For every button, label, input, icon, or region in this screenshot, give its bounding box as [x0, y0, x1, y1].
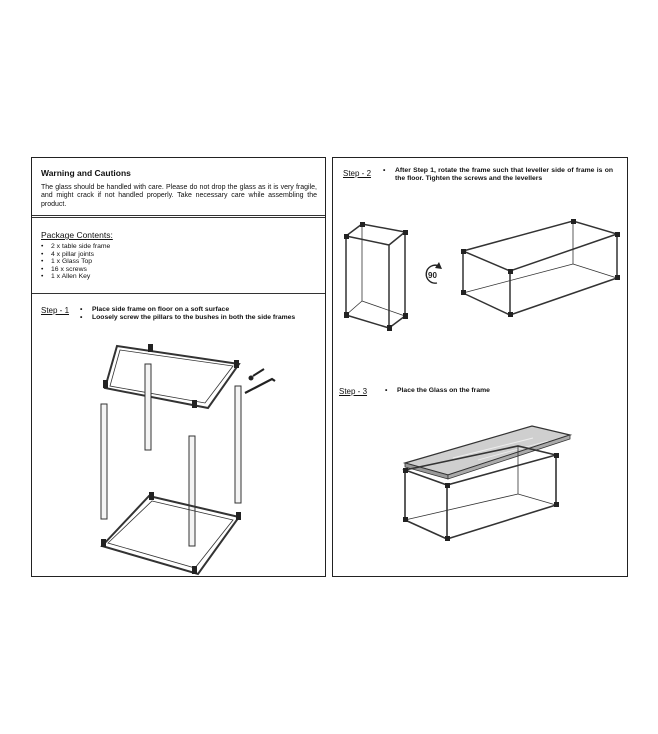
step1-section	[32, 296, 325, 576]
package-section	[32, 228, 325, 294]
pillar	[101, 404, 107, 519]
step1-instruction: • Place side frame on floor on a soft surface	[80, 306, 310, 314]
step1-instruction: • Loosely screw the pillars to the bushes in both the side frames	[80, 314, 310, 322]
top-side-frame	[105, 346, 239, 408]
step3-label: Step - 3	[339, 387, 368, 396]
step3-instruction: • Place the Glass on the frame	[385, 387, 605, 395]
left-panel	[31, 157, 326, 577]
package-item: • 2 x table side frame	[41, 243, 110, 251]
package-title: Package Contents:	[41, 230, 113, 240]
bottom-side-frame	[102, 496, 239, 574]
step2-instruction: • After Step 1, rotate the frame such that leveller side of frame is on the floor. Tighten the screws and the levellers	[383, 167, 613, 183]
step1-exploded-frame-illustration	[32, 296, 327, 576]
package-item: • 1 x Glass Top	[41, 258, 110, 266]
right-panel	[332, 157, 628, 577]
package-item: • 16 x screws	[41, 266, 110, 274]
screw-and-allen-key	[245, 369, 275, 393]
step2-label: Step - 2	[343, 169, 372, 178]
package-list	[41, 243, 110, 281]
step1-label: Step - 1	[41, 306, 70, 315]
pillar	[145, 364, 151, 450]
warning-title: Warning and Cautions	[41, 168, 131, 178]
package-item: • 1 x Allen Key	[41, 273, 110, 281]
package-item: • 4 x pillar joints	[41, 251, 110, 259]
pillar	[189, 436, 195, 546]
warning-section	[32, 158, 325, 218]
pillar	[235, 386, 241, 503]
rotate-90-label: 90	[428, 271, 437, 280]
step3-glass-illustration	[333, 158, 629, 578]
warning-body: The glass should be handled with care. Please do not drop the glass as it is very fragile, and might crack if not handled properly. Take necessary care while assembling the product.	[41, 184, 317, 208]
